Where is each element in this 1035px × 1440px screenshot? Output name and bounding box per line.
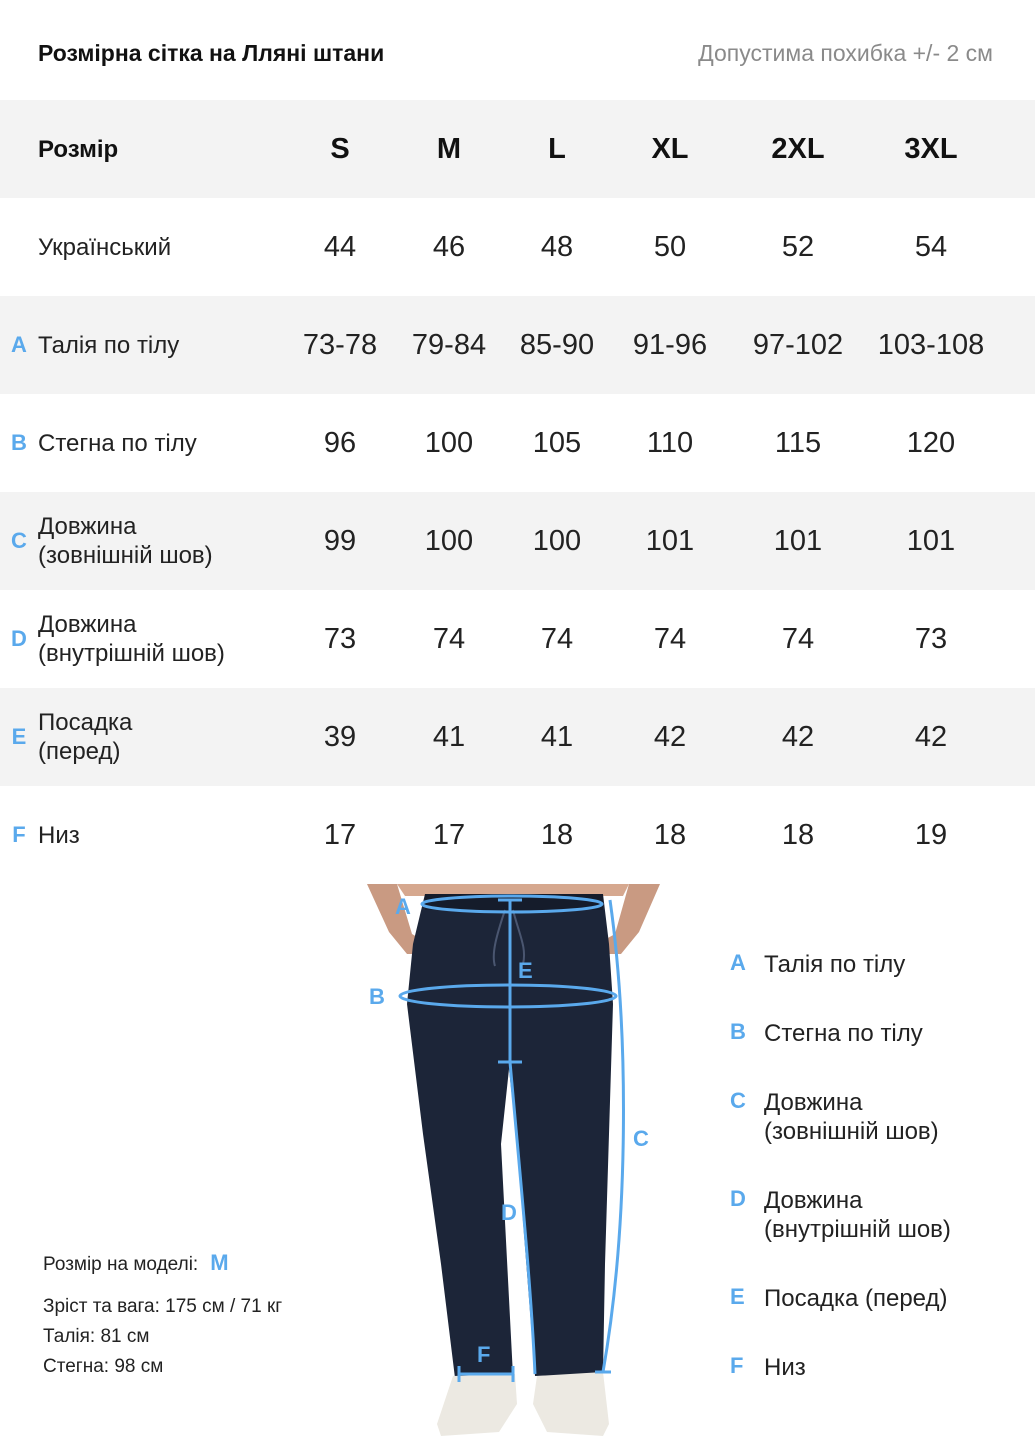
legend-letter: C <box>730 1088 746 1113</box>
table-cell: 74 <box>540 622 574 655</box>
legend-letter: A <box>730 950 746 975</box>
table-cell: 120 <box>906 426 956 459</box>
table-cell: 42 <box>914 720 948 753</box>
table-cell: 52 <box>781 230 815 263</box>
legend-letter: F <box>730 1353 744 1378</box>
size-table <box>0 100 1035 884</box>
row-label: Посадка (перед) <box>38 709 133 765</box>
row-label: Довжина (внутрішній шов) <box>38 611 225 667</box>
model-size-label: Розмір на моделі: <box>43 1254 199 1275</box>
table-cell: 18 <box>653 818 687 851</box>
marker-a: A <box>395 894 411 919</box>
table-cell: 105 <box>532 426 582 459</box>
legend-text: Посадка (перед) <box>764 1285 948 1312</box>
size-header-s: S <box>330 132 350 165</box>
legend-letter: B <box>730 1019 746 1044</box>
row-letter: C <box>11 528 27 553</box>
table-row <box>0 786 1035 884</box>
model-size <box>43 1250 229 1276</box>
row-label: Український <box>38 233 172 261</box>
marker-e: E <box>518 958 533 983</box>
table-cell: 91-96 <box>632 328 708 361</box>
table-cell: 73 <box>914 622 948 655</box>
legend-letter: D <box>730 1186 746 1211</box>
table-cell: 54 <box>914 230 948 263</box>
table-cell: 100 <box>424 524 474 557</box>
table-row <box>0 198 1035 296</box>
table-cell: 115 <box>774 426 822 459</box>
legend-letter: E <box>730 1284 745 1309</box>
table-cell: 110 <box>646 426 694 459</box>
row-label: Талія по тілу <box>38 331 180 359</box>
table-cell: 100 <box>532 524 582 557</box>
table-row <box>0 492 1035 590</box>
table-cell: 42 <box>781 720 815 753</box>
model-waist: Талія: 81 см <box>43 1326 150 1347</box>
table-cell: 41 <box>540 720 574 753</box>
left-shoe-shape <box>437 1374 517 1436</box>
legend-text: Довжина (внутрішній шов) <box>764 1187 951 1243</box>
row-letter: E <box>11 724 27 749</box>
table-cell: 18 <box>540 818 574 851</box>
legend-text: Довжина (зовнішній шов) <box>764 1089 939 1145</box>
marker-c: C <box>633 1126 649 1151</box>
pants-figure <box>367 884 660 1440</box>
table-cell: 74 <box>432 622 466 655</box>
table-cell: 103-108 <box>877 328 985 361</box>
model-hips: Стегна: 98 см <box>43 1356 164 1377</box>
table-cell: 74 <box>653 622 687 655</box>
size-header-2xl: 2XL <box>771 132 825 165</box>
table-cell: 39 <box>323 720 357 753</box>
tolerance-note: Допустима похибка +/- 2 см <box>698 40 993 66</box>
table-cell: 85-90 <box>519 328 595 361</box>
size-header-3xl: 3XL <box>904 132 958 165</box>
table-cell: 41 <box>432 720 466 753</box>
row-letter: F <box>12 822 26 847</box>
table-cell: 18 <box>781 818 815 851</box>
table-cell: 73 <box>323 622 357 655</box>
size-header-l: L <box>548 132 566 165</box>
table-cell: 73-78 <box>302 328 378 361</box>
table-cell: 99 <box>323 524 357 557</box>
table-cell: 101 <box>773 524 823 557</box>
row-letter: B <box>11 430 27 455</box>
table-cell: 48 <box>540 230 574 263</box>
table-cell: 44 <box>323 230 357 263</box>
table-cell: 19 <box>914 818 948 851</box>
table-cell: 46 <box>432 230 466 263</box>
header-label: Розмір <box>38 135 119 163</box>
model-size-value: M <box>210 1250 229 1275</box>
model-height-weight: Зріст та вага: 175 см / 71 кг <box>43 1296 283 1317</box>
row-label: Довжина (зовнішній шов) <box>38 513 213 569</box>
table-cell: 100 <box>424 426 474 459</box>
table-cell: 96 <box>323 426 357 459</box>
page-title: Розмірна сітка на Лляні штани <box>38 40 385 66</box>
marker-b: B <box>369 984 385 1009</box>
table-cell: 42 <box>653 720 687 753</box>
pants-illustration <box>367 884 660 1440</box>
table-cell: 101 <box>906 524 956 557</box>
row-label: Низ <box>38 821 80 849</box>
row-letter: A <box>11 332 27 357</box>
size-header-xl: XL <box>651 132 689 165</box>
marker-f: F <box>477 1342 491 1367</box>
table-header-row <box>0 100 1035 198</box>
row-letter <box>0 198 38 296</box>
table-row <box>0 688 1035 786</box>
table-cell: 97-102 <box>752 328 844 361</box>
page-header <box>0 0 1035 100</box>
right-shoe-shape <box>533 1372 609 1436</box>
row-letter: D <box>11 626 27 651</box>
table-cell: 17 <box>432 818 466 851</box>
legend-text: Талія по тілу <box>764 951 906 978</box>
legend-text: Низ <box>764 1354 806 1381</box>
table-cell: 101 <box>645 524 695 557</box>
table-row <box>0 296 1035 394</box>
table-cell: 50 <box>653 230 687 263</box>
legend-text: Стегна по тілу <box>764 1020 923 1047</box>
table-cell: 17 <box>323 818 357 851</box>
table-cell: 79-84 <box>411 328 487 361</box>
table-row <box>0 590 1035 688</box>
table-row <box>0 394 1035 492</box>
size-header-m: M <box>436 132 462 165</box>
row-label: Стегна по тілу <box>38 429 197 457</box>
table-cell: 74 <box>781 622 815 655</box>
marker-d: D <box>501 1200 517 1225</box>
